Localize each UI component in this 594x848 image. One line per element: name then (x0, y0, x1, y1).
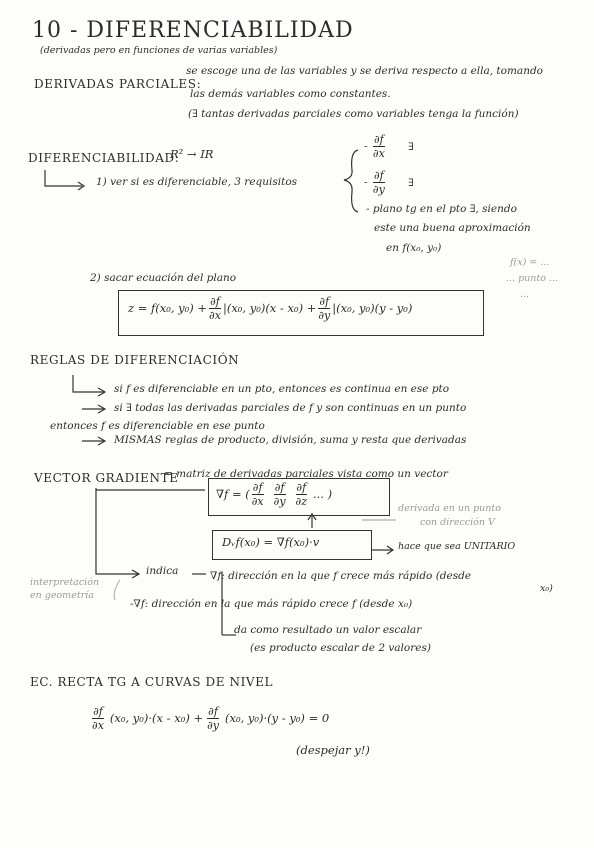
rule1: si f es diferenciable en un pto, entonces es continua en ese pto (114, 383, 450, 395)
arrow-indica (96, 488, 138, 574)
diferenciabilidad-map: R² → IR (170, 147, 214, 161)
step2-text: 2) sacar ecuación del plano (90, 272, 237, 284)
rule2-line1: si ∃ todas las derivadas parciales de f y son continuas en un punto (114, 402, 467, 414)
derivadas-parciales-line2: las demás variables como constantes. (190, 88, 391, 100)
indica-item-3-line2: (es producto escalar de 2 valores) (250, 642, 431, 654)
recta-tg-note: (despejar y!) (296, 743, 370, 757)
arrow-step1 (45, 170, 82, 186)
directional-derivative-formula: Dᵥf(x₀) = ∇f(x₀)·v (222, 535, 320, 549)
faint-note-1: f(x) = ... (510, 257, 550, 268)
recta-tg-equation: $\frac{\partial f}{\partial x}$ (x₀, y₀)·(x - x₀) + $\frac{\partial f}{\partial y}$ (x₀, y₀)·(y - y₀) = 0 (92, 705, 330, 732)
faint-note-3: ... (520, 289, 530, 300)
req1: - $\frac{\partial f}{\partial x}$ ∃ (364, 133, 414, 160)
rule3: MISMAS reglas de producto, división, suma y resta que derivadas (114, 434, 467, 446)
gradient-formula: ∇f = ( $\frac{\partial f}{\partial x}$ $\frac{\partial f}{\partial y}$ $\frac{\partial f}{\partial z}$ ... ) (216, 481, 333, 508)
note-direccion-v: con dirección V (420, 517, 495, 528)
vector-gradiente-definition: = matriz de derivadas parciales vista como un vector (164, 468, 448, 480)
interpretacion-line1: interpretación (30, 577, 100, 588)
arrow-rule1 (73, 375, 104, 392)
req2: - $\frac{\partial f}{\partial y}$ ∃ (364, 169, 414, 196)
req3-line1: - plano tg en el pto ∃, siendo (366, 203, 517, 215)
page-subtitle: (derivadas pero en funciones de varias variables) (40, 45, 278, 56)
plane-equation: z = f(x₀, y₀) + $\frac{\partial f}{\partial x}$ |(x₀, y₀)(x - x₀) + $\frac{\partial f}{\partial y}$ |(x₀, y₀)(y - y₀) (128, 295, 413, 322)
vector-gradiente-label: VECTOR GRADIENTE (34, 471, 179, 485)
indica-item-3-line1: da como resultado un valor escalar (234, 624, 422, 636)
indica-item-1: ∇f: dirección en la que f crece más rápido (desde (210, 570, 472, 582)
derivadas-parciales-label: DERIVADAS PARCIALES: (34, 77, 202, 91)
req3-line3: en f(x₀, y₀) (386, 242, 442, 254)
note-derivada-punto: derivada en un punto (398, 503, 501, 514)
page-title: 10 - DIFERENCIABILIDAD (32, 18, 354, 43)
faint-note-2: ... punto ... (506, 273, 559, 284)
reglas-label: REGLAS DE DIFERENCIACIÓN (30, 353, 240, 367)
rule2-line2: entonces f es diferenciable en ese punto (50, 420, 265, 432)
derivadas-parciales-line3: (∃ tantas derivadas parciales como variables tenga la función) (188, 108, 519, 120)
indica-item-2: -∇f: dirección en la que más rápido crece f (desde x₀) (130, 598, 413, 610)
req3-line2: este una buena aproximación (374, 222, 531, 234)
note-unitario: hace que sea UNITARIO (398, 541, 516, 552)
derivadas-parciales-line1: se escoge una de las variables y se deriva respecto a ella, tomando (186, 65, 543, 77)
recta-tg-label: EC. RECTA TG A CURVAS DE NIVEL (30, 675, 274, 689)
indica-label: indica (146, 565, 179, 577)
diferenciabilidad-label: DIFERENCIABILIDAD: (28, 151, 180, 165)
requisites-brace (344, 150, 358, 212)
interpretacion-line2: en geometría (30, 590, 94, 601)
indica-item-1-cont: x₀) (540, 583, 553, 594)
step1-text: 1) ver si es diferenciable, 3 requisitos (96, 176, 298, 188)
